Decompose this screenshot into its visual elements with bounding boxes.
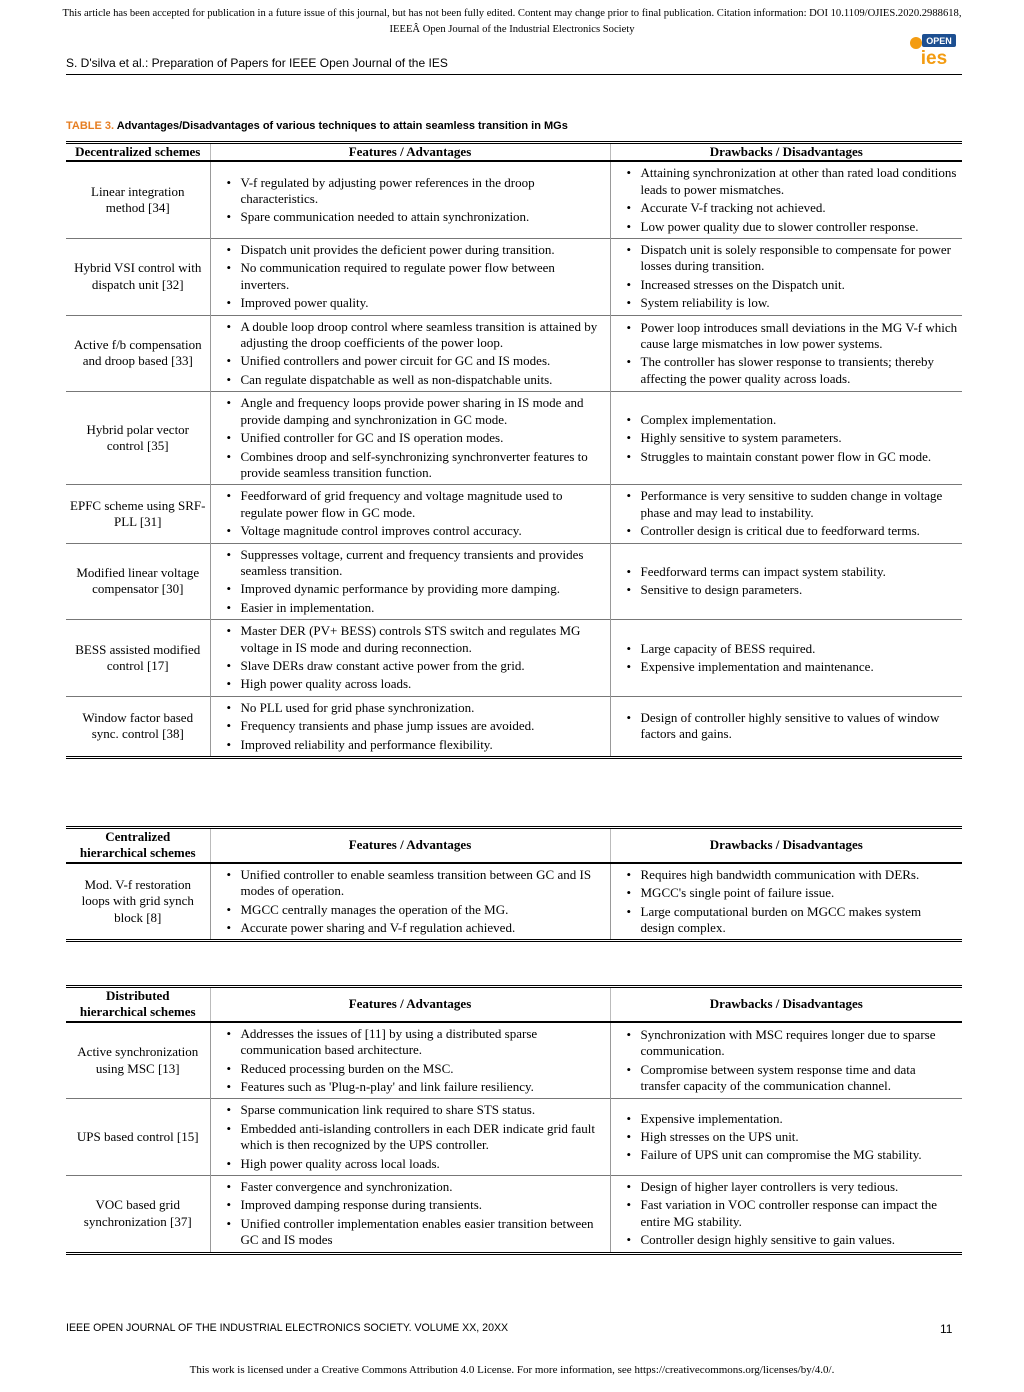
publication-notice xyxy=(0,6,1024,38)
feature-item: • Improved power quality. xyxy=(241,295,606,311)
drawback-item: • Performance is very sensitive to sudden change in voltage phase and may lead to instability. xyxy=(641,488,959,521)
drawback-item: • Controller design is critical due to feedforward terms. xyxy=(641,523,959,539)
scheme-column-header: Distributed hierarchical schemes xyxy=(79,988,196,1020)
license-notice: This work is licensed under a Creative Commons Attribution 4.0 License. For more information, see https://creativecommons.org/licenses/by/4.0/. xyxy=(189,1364,835,1376)
scheme-column-header: Decentralized schemes xyxy=(75,144,201,159)
drawbacks-cell xyxy=(610,161,962,238)
scheme-name: UPS based control [15] xyxy=(76,1129,199,1145)
drawbacks-column-header: Drawbacks / Disadvantages xyxy=(610,143,962,162)
drawbacks-cell xyxy=(610,696,962,757)
feature-list xyxy=(215,867,606,937)
notice-line-2: IEEEÂ Open Journal of the Industrial Electronics Society xyxy=(389,24,635,35)
drawback-item: • Increased stresses on the Dispatch unit. xyxy=(641,277,959,293)
drawback-item: • Requires high bandwidth communication with DERs. xyxy=(641,867,959,883)
drawback-list xyxy=(615,710,959,743)
drawback-item: • Feedforward terms can impact system stability. xyxy=(641,564,959,580)
table-row xyxy=(66,392,962,485)
table-row xyxy=(66,620,962,697)
feature-item: • Combines droop and self-synchronizing synchronverter features to provide seamless transition function. xyxy=(241,449,606,482)
feature-item: • Can regulate dispatchable as well as non-dispatchable units. xyxy=(241,372,606,388)
drawbacks-cell xyxy=(610,1176,962,1254)
open-ies-logo xyxy=(908,33,960,67)
feature-list xyxy=(215,175,606,226)
header-rule xyxy=(66,74,962,75)
feature-item: • Angle and frequency loops provide power sharing in IS mode and provide damping and synchronization in GC mode. xyxy=(241,395,606,428)
feature-item: • A double loop droop control where seamless transition is attained by adjusting the droop coefficients of the power loop. xyxy=(241,319,606,352)
feature-item: • Feedforward of grid frequency and voltage magnitude used to regulate power flow in GC mode. xyxy=(241,488,606,521)
feature-item: • Improved dynamic performance by providing more damping. xyxy=(241,581,606,597)
drawbacks-cell xyxy=(610,863,962,941)
scheme-name: Hybrid VSI control with dispatch unit [32] xyxy=(74,260,202,292)
features-cell xyxy=(210,1099,610,1176)
drawback-item: • Accurate V-f tracking not achieved. xyxy=(641,200,959,216)
feature-item: • Dispatch unit provides the deficient power during transition. xyxy=(241,242,606,258)
drawback-item: • Dispatch unit is solely responsible to compensate for power losses during transition. xyxy=(641,242,959,275)
drawbacks-cell xyxy=(610,315,962,392)
feature-item: • Addresses the issues of [11] by using a distributed sparse communication based architecture. xyxy=(241,1026,606,1059)
scheme-name: Linear integration method [34] xyxy=(91,183,185,216)
header-row xyxy=(66,828,962,863)
feature-item: • Master DER (PV+ BESS) controls STS switch and regulates MG voltage in IS mode and during reconnection. xyxy=(241,623,606,656)
logo-text-bottom: ies xyxy=(920,48,948,67)
feature-item: • Reduced processing burden on the MSC. xyxy=(241,1061,606,1077)
scheme-name: Window factor based sync. control [38] xyxy=(82,709,194,742)
drawback-item: • Synchronization with MSC requires longer due to sparse communication. xyxy=(641,1027,959,1060)
feature-list xyxy=(215,319,606,389)
feature-item: • Faster convergence and synchronization. xyxy=(241,1179,606,1195)
feature-item: • Suppresses voltage, current and frequency transients and provides seamless transition. xyxy=(241,547,606,580)
drawback-list xyxy=(615,412,959,465)
feature-item: • Unified controllers and power circuit for GC and IS modes. xyxy=(241,353,606,369)
features-cell xyxy=(210,392,610,485)
scheme-name: BESS assisted modified control [17] xyxy=(75,641,201,673)
features-cell xyxy=(210,315,610,392)
drawbacks-cell xyxy=(610,239,962,316)
features-column-header: Features / Advantages xyxy=(210,828,610,863)
feature-item: • No communication required to regulate power flow between inverters. xyxy=(241,260,606,293)
distributed-schemes-table xyxy=(66,985,962,1255)
drawback-item: • Low power quality due to slower controller response. xyxy=(641,219,959,235)
features-cell xyxy=(210,1176,610,1254)
journal-footer: IEEE OPEN JOURNAL OF THE INDUSTRIAL ELECTRONICS SOCIETY. VOLUME XX, 20XX xyxy=(66,1322,509,1334)
features-cell xyxy=(210,1022,610,1099)
drawback-item: • Expensive implementation. xyxy=(641,1111,959,1127)
drawback-item: • System reliability is low. xyxy=(641,295,959,311)
features-cell xyxy=(210,696,610,757)
decentralized-schemes-table xyxy=(66,141,962,759)
drawbacks-cell xyxy=(610,543,962,620)
scheme-name: Modified linear voltage compensator [30] xyxy=(76,564,200,597)
feature-item: • Unified controller implementation enables easier transition between GC and IS modes xyxy=(241,1216,606,1249)
centralized-schemes-table xyxy=(66,826,962,942)
scheme-name: Active synchronization using MSC [13] xyxy=(77,1044,199,1076)
table-row xyxy=(66,1176,962,1254)
feature-item: • Frequency transients and phase jump issues are avoided. xyxy=(241,718,606,734)
scheme-name: VOC based grid synchronization [37] xyxy=(83,1197,192,1229)
feature-item: • MGCC centrally manages the operation of the MG. xyxy=(241,902,606,918)
header-row xyxy=(66,987,962,1022)
drawbacks-cell xyxy=(610,620,962,697)
drawback-item: • Struggles to maintain constant power flow in GC mode. xyxy=(641,449,959,465)
drawback-item: • MGCC's single point of failure issue. xyxy=(641,885,959,901)
feature-item: • Spare communication needed to attain synchronization. xyxy=(241,209,606,225)
feature-item: • Sparse communication link required to share STS status. xyxy=(241,1102,606,1118)
feature-item: • Unified controller for GC and IS operation modes. xyxy=(241,430,606,446)
drawback-list xyxy=(615,1111,959,1164)
drawback-item: • Large computational burden on MGCC makes system design complex. xyxy=(641,904,959,937)
drawback-list xyxy=(615,564,959,599)
feature-item: • High power quality across loads. xyxy=(241,676,606,692)
table-caption-label: TABLE 3. xyxy=(66,120,115,132)
drawback-item: • Failure of UPS unit can compromise the MG stability. xyxy=(641,1147,959,1163)
feature-item: • Voltage magnitude control improves control accuracy. xyxy=(241,523,606,539)
feature-list xyxy=(215,1102,606,1172)
drawback-list xyxy=(615,242,959,312)
table-caption xyxy=(66,120,568,132)
drawback-item: • Design of higher layer controllers is very tedious. xyxy=(641,1179,959,1195)
feature-list xyxy=(215,700,606,753)
table-row xyxy=(66,543,962,620)
scheme-column-header: Centralized hierarchical schemes xyxy=(79,829,196,861)
table-row xyxy=(66,485,962,543)
feature-item: • Improved reliability and performance flexibility. xyxy=(241,737,606,753)
drawbacks-cell xyxy=(610,392,962,485)
drawback-item: • Fast variation in VOC controller response can impact the entire MG stability. xyxy=(641,1197,959,1230)
features-column-header: Features / Advantages xyxy=(210,987,610,1022)
table-row xyxy=(66,1022,962,1099)
table-row xyxy=(66,696,962,757)
feature-item: • Features such as 'Plug-n-play' and link failure resiliency. xyxy=(241,1079,606,1095)
drawback-item: • The controller has slower response to transients; thereby affecting the power quality across loads. xyxy=(641,354,959,387)
scheme-name: EPFC scheme using SRF-PLL [31] xyxy=(70,497,206,529)
scheme-name: Hybrid polar vector control [35] xyxy=(86,421,190,454)
table-caption-text: Advantages/Disadvantages of various techniques to attain seamless transition in MGs xyxy=(114,120,568,132)
feature-list xyxy=(215,1179,606,1249)
feature-list xyxy=(215,242,606,312)
drawback-item: • Sensitive to design parameters. xyxy=(641,582,959,598)
scheme-name: Mod. V-f restoration loops with grid synch block [8] xyxy=(81,877,194,925)
drawback-list xyxy=(615,1179,959,1249)
feature-item: • Improved damping response during transients. xyxy=(241,1197,606,1213)
feature-item: • Easier in implementation. xyxy=(241,600,606,616)
drawback-item: • Expensive implementation and maintenance. xyxy=(641,659,959,675)
drawback-list xyxy=(615,641,959,676)
table-row xyxy=(66,161,962,238)
features-column-header: Features / Advantages xyxy=(210,143,610,162)
table-row xyxy=(66,239,962,316)
drawbacks-cell xyxy=(610,485,962,543)
feature-list xyxy=(215,1026,606,1096)
feature-list xyxy=(215,488,606,539)
feature-item: • V-f regulated by adjusting power references in the droop characteristics. xyxy=(241,175,606,208)
table-row xyxy=(66,315,962,392)
drawbacks-cell xyxy=(610,1099,962,1176)
features-cell xyxy=(210,239,610,316)
feature-item: • Embedded anti-islanding controllers in each DER indicate grid fault which is then recognized by the UPS controller. xyxy=(241,1121,606,1154)
header-row xyxy=(66,143,962,162)
drawback-list xyxy=(615,488,959,539)
features-cell xyxy=(210,620,610,697)
feature-list xyxy=(215,547,606,617)
running-head: S. D'silva et al.: Preparation of Papers for IEEE Open Journal of the IES xyxy=(66,56,448,70)
page-number: 11 xyxy=(940,1322,953,1336)
drawback-list xyxy=(615,1027,959,1095)
drawback-list xyxy=(615,867,959,937)
feature-item: • Slave DERs draw constant active power from the grid. xyxy=(241,658,606,674)
logo-text-top: OPEN xyxy=(926,36,952,46)
feature-item: • Accurate power sharing and V-f regulation achieved. xyxy=(241,920,606,936)
drawback-list xyxy=(615,165,959,235)
feature-item: • Unified controller to enable seamless transition between GC and IS modes of operation. xyxy=(241,867,606,900)
notice-line-1: This article has been accepted for publication in a future issue of this journal, but has not been fully edited. Content may change prior to final publication. Citation information: DOI 10.1109/OJIES.2020.2988618, xyxy=(62,8,962,19)
drawbacks-column-header: Drawbacks / Disadvantages xyxy=(610,987,962,1022)
feature-item: • No PLL used for grid phase synchronization. xyxy=(241,700,606,716)
feature-item: • High power quality across local loads. xyxy=(241,1156,606,1172)
drawback-item: • Large capacity of BESS required. xyxy=(641,641,959,657)
features-cell xyxy=(210,543,610,620)
drawback-item: • Power loop introduces small deviations in the MG V-f which cause large mismatches in low power systems. xyxy=(641,320,959,353)
drawback-item: • High stresses on the UPS unit. xyxy=(641,1129,959,1145)
features-cell xyxy=(210,863,610,941)
drawback-item: • Controller design highly sensitive to gain values. xyxy=(641,1232,959,1248)
drawback-item: • Compromise between system response time and data transfer capacity of the communication channel. xyxy=(641,1062,959,1095)
scheme-name: Active f/b compensation and droop based [33] xyxy=(73,337,202,369)
drawbacks-cell xyxy=(610,1022,962,1099)
features-cell xyxy=(210,161,610,238)
drawback-item: • Design of controller highly sensitive to values of window factors and gains. xyxy=(641,710,959,743)
feature-list xyxy=(215,395,606,481)
drawback-list xyxy=(615,320,959,388)
feature-list xyxy=(215,623,606,693)
table-row xyxy=(66,863,962,941)
drawback-item: • Attaining synchronization at other than rated load conditions leads to power mismatches. xyxy=(641,165,959,198)
table-row xyxy=(66,1099,962,1176)
features-cell xyxy=(210,485,610,543)
drawback-item: • Complex implementation. xyxy=(641,412,959,428)
drawback-item: • Highly sensitive to system parameters. xyxy=(641,430,959,446)
drawbacks-column-header: Drawbacks / Disadvantages xyxy=(610,828,962,863)
